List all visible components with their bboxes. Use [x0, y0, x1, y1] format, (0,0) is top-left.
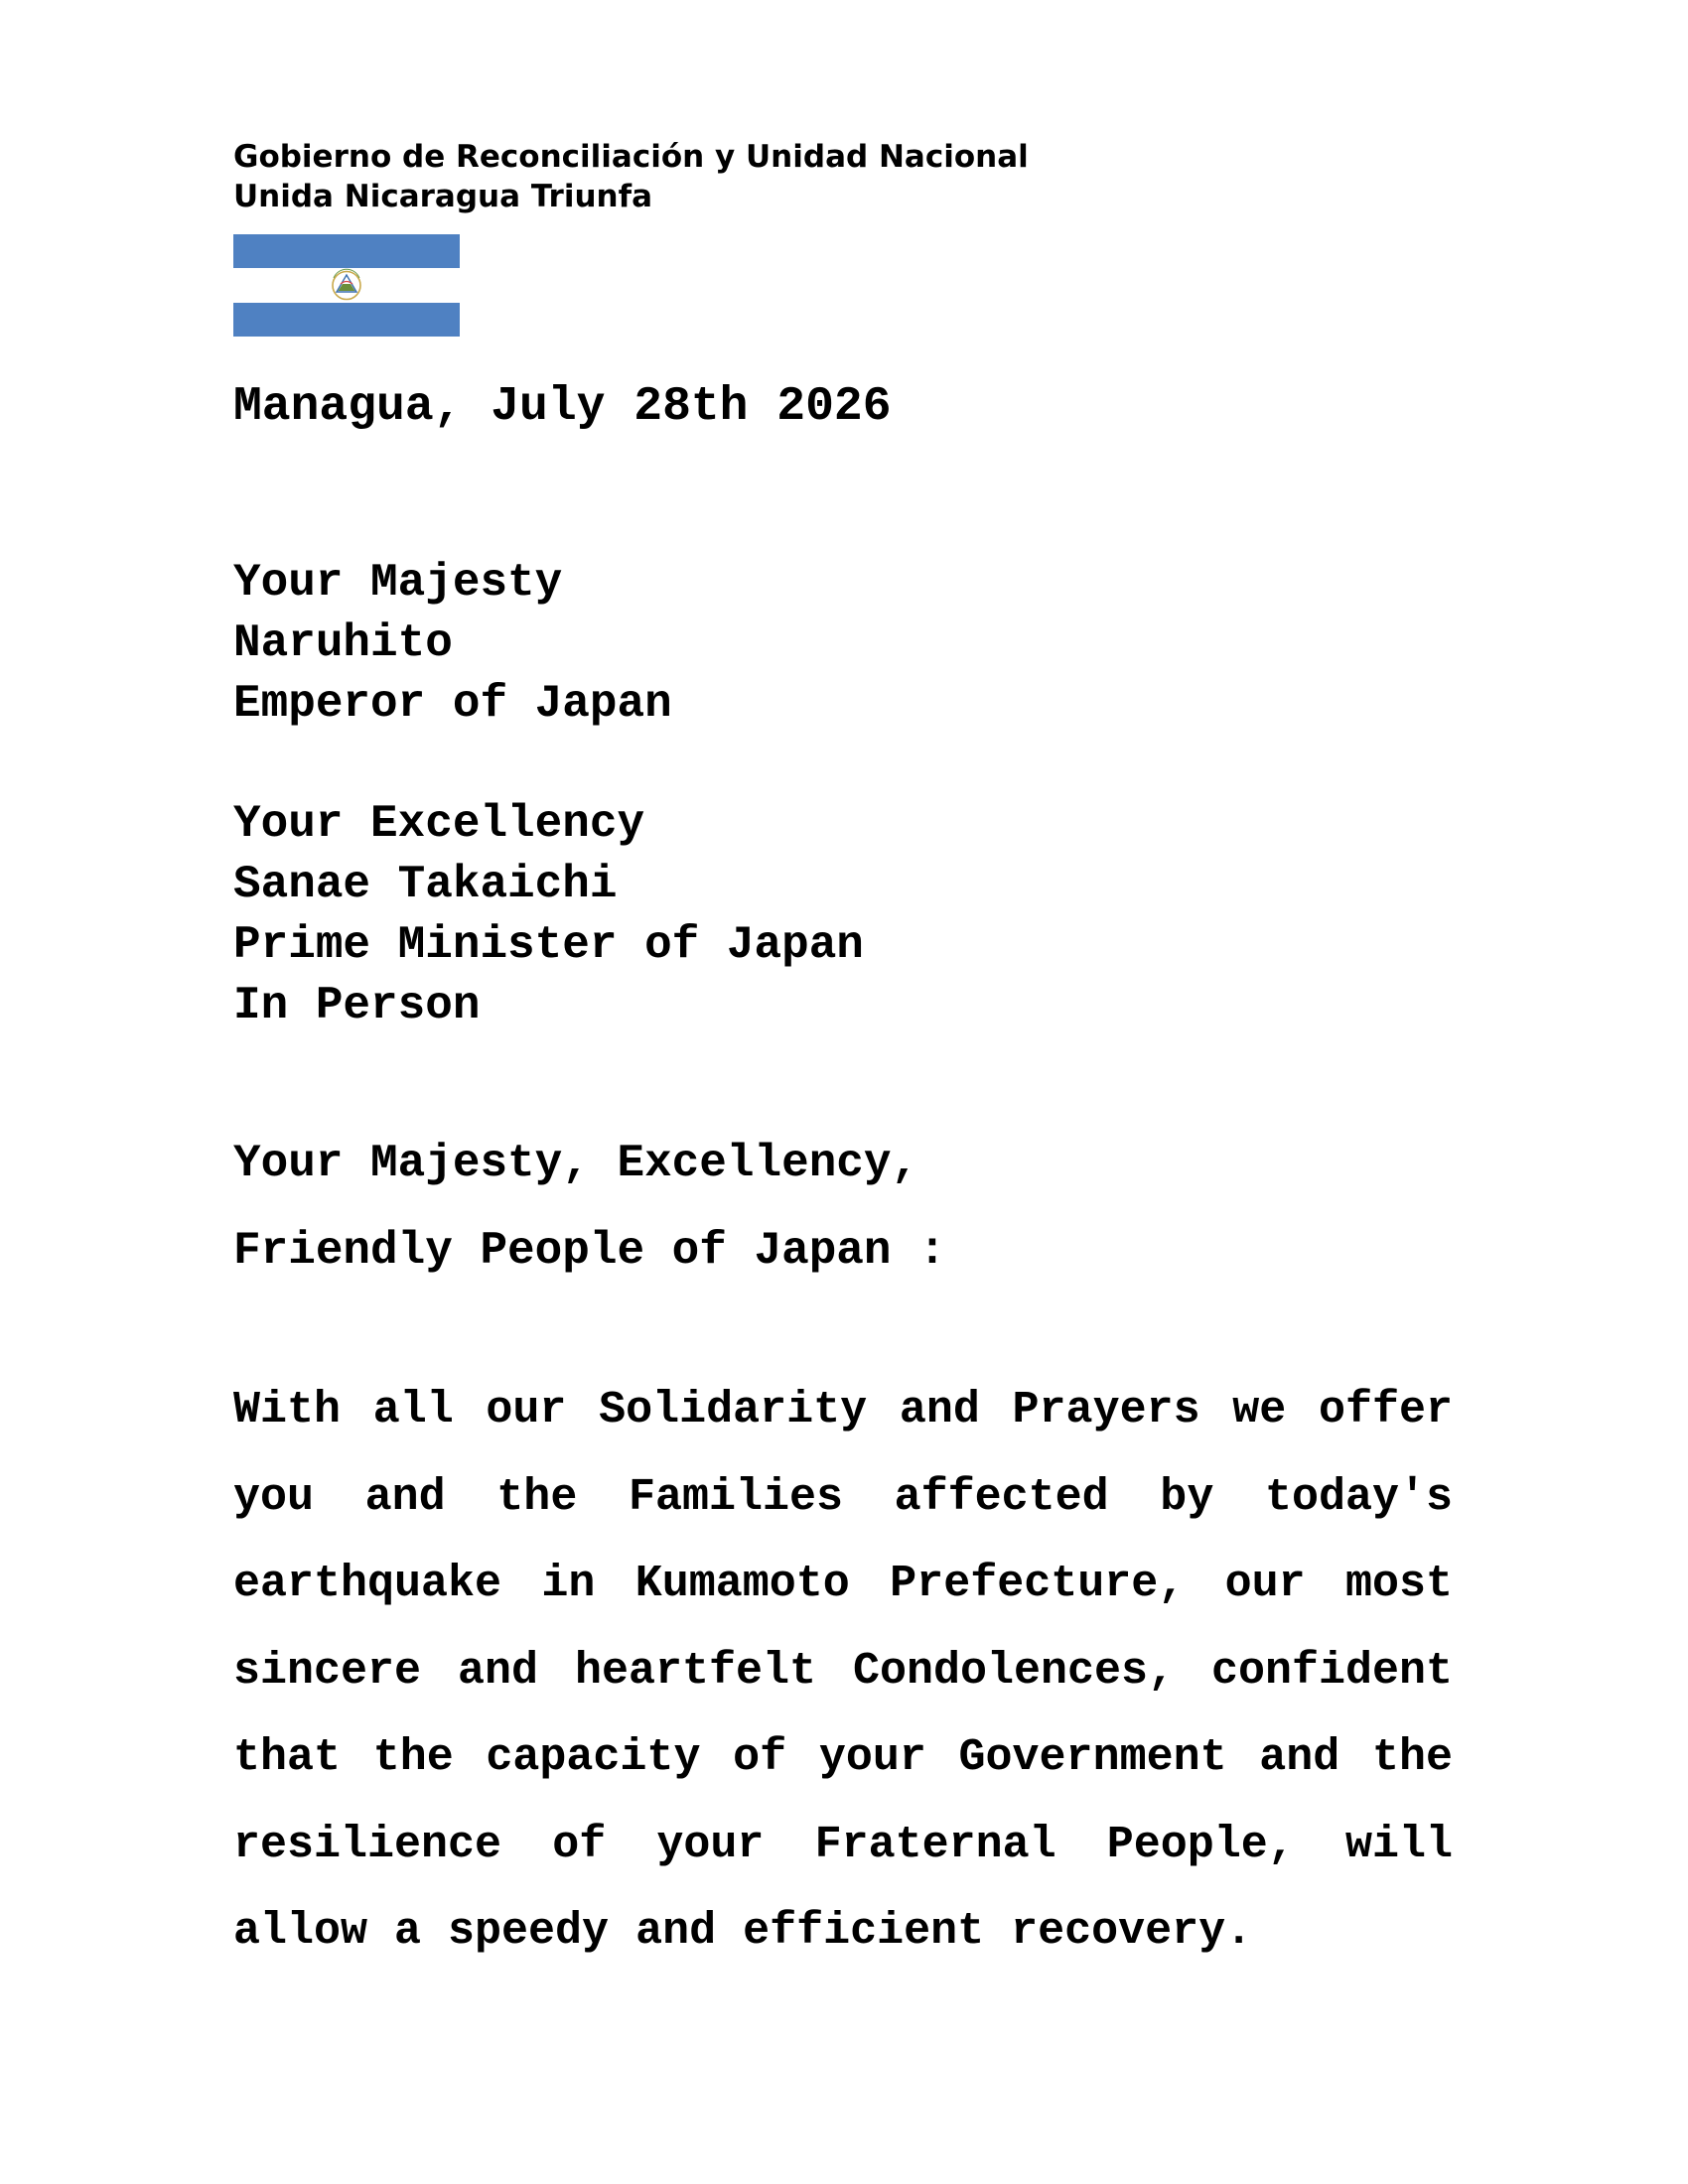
letter-body: With all our Solidarity and Prayers we offer you and the Families affected by today's earthquake in Kumamoto Prefecture, our most sincere and heartfelt Condolences, confident that the capacity of your Government and the resilience of your Fraternal People, will allow a speedy and efficient recovery. [233, 1385, 1453, 1957]
addressee-prime-minister [233, 794, 864, 1036]
government-name: Gobierno de Reconciliación y Unidad Nacional [233, 139, 1029, 175]
addressee-pm-title: Your Excellency [233, 798, 645, 850]
addressee-emperor-name: Naruhito [233, 617, 453, 669]
letterhead [233, 137, 1029, 216]
government-slogan: Unida Nicaragua Triunfa [233, 179, 653, 214]
letter-date: Managua, July 28th 2026 [233, 380, 892, 434]
addressee-emperor-position: Emperor of Japan [233, 678, 672, 730]
salutation-line-2: Friendly People of Japan : [233, 1225, 946, 1277]
addressee-pm-position: Prime Minister of Japan [233, 919, 864, 971]
nicaragua-flag-icon [233, 234, 460, 337]
addressee-emperor-title: Your Majesty [233, 557, 563, 609]
salutation [233, 1120, 946, 1295]
salutation-line-1: Your Majesty, Excellency, [233, 1138, 919, 1189]
addressee-emperor [233, 553, 672, 735]
addressee-pm-delivery: In Person [233, 980, 481, 1031]
addressee-pm-name: Sanae Takaichi [233, 859, 618, 910]
